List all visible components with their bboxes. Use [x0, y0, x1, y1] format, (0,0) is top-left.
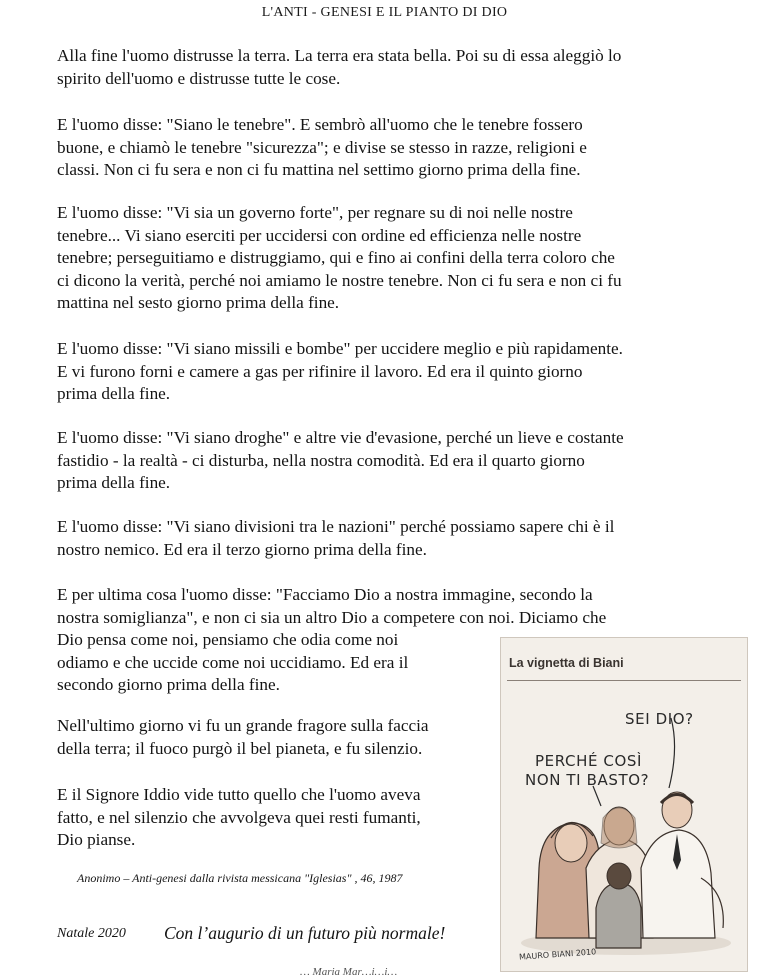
paragraph-line: E vi furono forni e camere a gas per rifinire il lavoro. Ed era il quinto giorno [57, 361, 583, 381]
paragraph-line: mattina nel sesto giorno prima della fine. [57, 293, 340, 312]
speech-bubble-2-line-2: NON TI BASTO? [525, 771, 650, 789]
cartoon-illustration [501, 638, 748, 972]
paragraph [57, 715, 502, 760]
paragraph-line: E l'uomo disse: "Siano le tenebre". E sembrò all'uomo che le tenebre fossero [57, 115, 583, 134]
paragraph [57, 45, 742, 90]
paragraph-line: tenebre... Vi siano eserciti per uccidersi con ordine ed efficienza nelle nostre [57, 225, 582, 245]
paragraph-line: della terra; il fuoco purgò il bel pianeta, e fu silenzio. [57, 738, 423, 758]
paragraph-line: tenebre; perseguitiamo e distruggiamo, qui e fino ai confini della terra coloro che [57, 248, 615, 267]
speech-bubble-2-line-1: PERCHÉ COSÌ [535, 752, 643, 770]
paragraph-line: buone, e chiamò le tenebre "sicurezza"; e divise se stesso in razze, religioni e [57, 137, 587, 157]
paragraph-line: fastidio - la realtà - ci disturba, nella nostra comodità. Ed era il quarto giorno [57, 450, 585, 470]
paragraph [57, 338, 742, 406]
paragraph-line: Dio pianse. [57, 830, 136, 849]
paragraph-line: fatto, e nel silenzio che avvolgeva quei resti fumanti, [57, 807, 421, 827]
cartoon-signature: MAURO BIANI 2010 [518, 947, 597, 962]
paragraph-line: prima della fine. [57, 473, 171, 492]
paragraph-line: nostra somiglianza", e non ci sia un altro Dio a competere con noi. Diciamo che [57, 607, 607, 627]
paragraph [57, 516, 742, 561]
paragraph-line: Nell'ultimo giorno vi fu un grande fragore sulla faccia [57, 716, 429, 735]
paragraph-line: E l'uomo disse: "Vi siano divisioni tra le nazioni" perché possiamo sapere chi è il [57, 517, 615, 536]
paragraph-line: odiamo e che uccide come noi uccidiamo. Ed era il [57, 652, 409, 672]
source-credit: Anonimo – Anti-genesi dalla rivista messicana "Iglesias" , 46, 1987 [77, 871, 403, 885]
paragraph-line: E per ultima cosa l'uomo disse: "Facciamo Dio a nostra immagine, secondo la [57, 585, 593, 604]
footer-date: Natale 2020 [57, 926, 126, 941]
paragraph-line: E l'uomo disse: "Vi sia un governo forte", per regnare su di noi nelle nostre [57, 203, 573, 222]
cartoon-header: La vignetta di Biani [509, 656, 624, 670]
paragraph-line: E l'uomo disse: "Vi siano droghe" e altre vie d'evasione, perché un lieve e costante [57, 428, 624, 447]
footer-cutoff-text: … Maria Mar…i…i… [300, 966, 398, 978]
paragraph-line: Alla fine l'uomo distrusse la terra. La terra era stata bella. Poi su di essa aleggiò lo [57, 46, 622, 65]
paragraph [57, 427, 742, 495]
paragraph [57, 114, 742, 182]
paragraph-line: secondo giorno prima della fine. [57, 675, 280, 694]
paragraph-line: E il Signore Iddio vide tutto quello che l'uomo aveva [57, 785, 421, 804]
paragraph-line: ci dicono la verità, perché noi amiamo le nostre tenebre. Non ci fu sera e non ci fu [57, 270, 622, 290]
paragraph-line: prima della fine. [57, 384, 171, 403]
speech-bubble-1: SEI DIO? [625, 710, 694, 728]
paragraph [57, 202, 742, 315]
cartoon-image [500, 637, 748, 972]
footer-wish: Con l’augurio di un futuro più normale! [164, 923, 446, 943]
paragraph-line: spirito dell'uomo e distrusse tutte le cose. [57, 68, 341, 88]
paragraph-line: nostro nemico. Ed era il terzo giorno prima della fine. [57, 539, 427, 559]
paragraph-line: Dio pensa come noi, pensiamo che odia come noi [57, 630, 399, 649]
paragraph [57, 784, 502, 852]
page-title: L'ANTI - GENESI E IL PIANTO DI DIO [261, 5, 508, 20]
paragraph-line: classi. Non ci fu sera e non ci fu mattina nel settimo giorno prima della fine. [57, 160, 581, 179]
paragraph-line: E l'uomo disse: "Vi siano missili e bombe" per uccidere meglio e più rapidamente. [57, 339, 623, 358]
